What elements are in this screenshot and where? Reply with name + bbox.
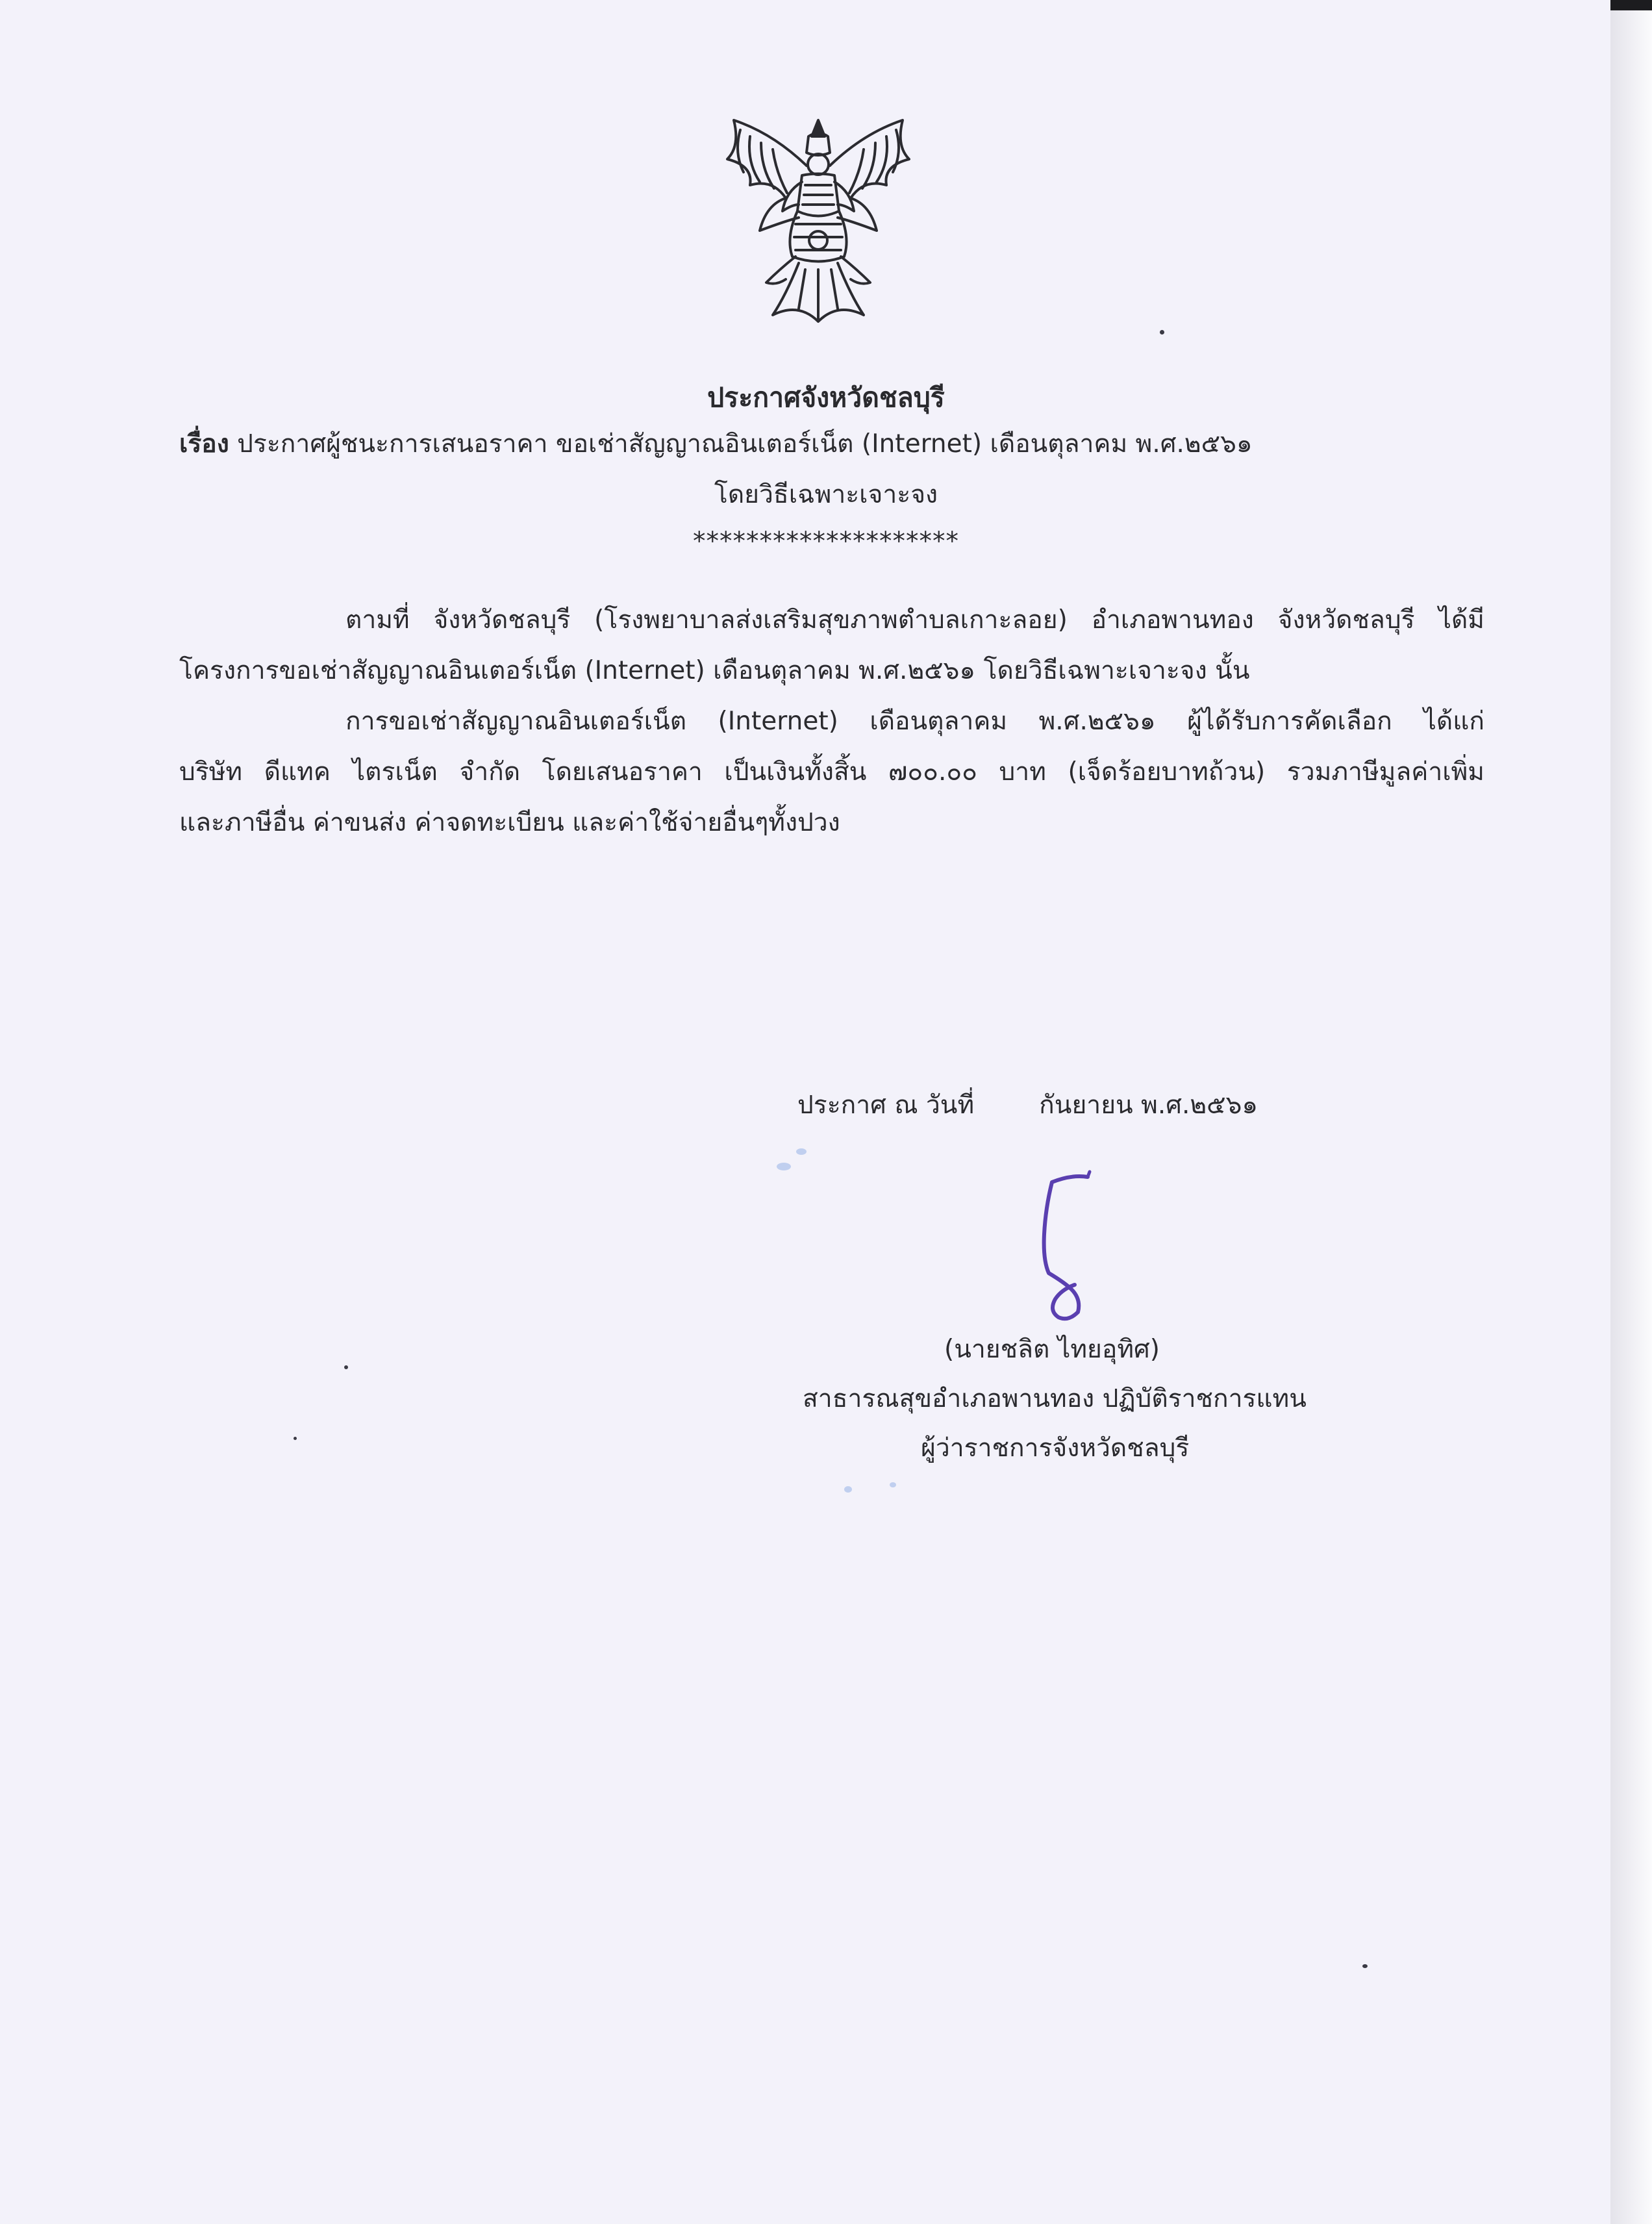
procurement-method: โดยวิธีเฉพาะเจาะจง bbox=[714, 480, 938, 509]
paragraph-2-line-3: และภาษีอื่น ค่าขนส่ง ค่าจดทะเบียน และค่าใช้จ่ายอื่นๆทั้งปวง bbox=[179, 808, 840, 837]
subject-line bbox=[179, 431, 1253, 457]
signatory-name: (นายชลิต ไทยอุทิศ) bbox=[944, 1335, 1160, 1364]
scan-edge bbox=[1610, 0, 1652, 2224]
ink-spot bbox=[777, 1163, 791, 1170]
paragraph-1-line-2: โครงการขอเช่าสัญญาณอินเตอร์เน็ต (Internet) เดือนตุลาคม พ.ศ.๒๕๖๑ โดยวิธีเฉพาะเจาะจง นั้น bbox=[179, 656, 1250, 685]
handwritten-signature-icon bbox=[1020, 1169, 1097, 1325]
announcement-date bbox=[797, 1093, 1258, 1118]
paragraph-2-line-2: บริษัท ดีแทค ไตรเน็ต จำกัด โดยเสนอราคา เป็นเงินทั้งสิ้น ๗๐๐.๐๐ บาท (เจ็ดร้อยบาทถ้วน) รวมภาษีมูลค่าเพิ่ม bbox=[179, 757, 1484, 787]
scan-corner-mark bbox=[1610, 0, 1652, 10]
date-prefix: ประกาศ ณ วันที่ bbox=[797, 1091, 975, 1120]
paragraph-1-line-1: ตามที่ จังหวัดชลบุรี (โรงพยาบาลส่งเสริมสุขภาพตำบลเกาะลอย) อำเภอพานทอง จังหวัดชลบุรี ได้มี bbox=[345, 605, 1484, 635]
scan-speck bbox=[344, 1365, 348, 1369]
document-title: ประกาศจังหวัดชลบุรี bbox=[707, 382, 945, 413]
ink-spot bbox=[844, 1486, 852, 1493]
paragraph-1 bbox=[179, 595, 1484, 696]
signatory-role: สาธารณสุขอำเภอพานทอง ปฏิบัติราชการแทน bbox=[803, 1384, 1307, 1413]
paragraph-2 bbox=[179, 696, 1484, 848]
signatory-role-2: ผู้ว่าราชการจังหวัดชลบุรี bbox=[921, 1434, 1190, 1463]
subject-label: เรื่อง bbox=[179, 429, 229, 459]
subject-text: ประกาศผู้ชนะการเสนอราคา ขอเช่าสัญญาณอินเตอร์เน็ต (Internet) เดือนตุลาคม พ.ศ.๒๕๖๑ bbox=[237, 429, 1253, 459]
scan-speck bbox=[1362, 1964, 1368, 1968]
ink-spot bbox=[796, 1148, 807, 1155]
scan-speck bbox=[1160, 330, 1164, 335]
ink-spot bbox=[890, 1482, 896, 1487]
separator: ******************** bbox=[693, 527, 959, 556]
garuda-emblem-icon bbox=[714, 107, 922, 335]
paragraph-2-line-1: การขอเช่าสัญญาณอินเตอร์เน็ต (Internet) เดือนตุลาคม พ.ศ.๒๕๖๑ ผู้ได้รับการคัดเลือก ได้แก่ bbox=[345, 707, 1484, 736]
scan-speck bbox=[294, 1437, 297, 1440]
date-month-year: กันยายน พ.ศ.๒๕๖๑ bbox=[1039, 1091, 1258, 1120]
